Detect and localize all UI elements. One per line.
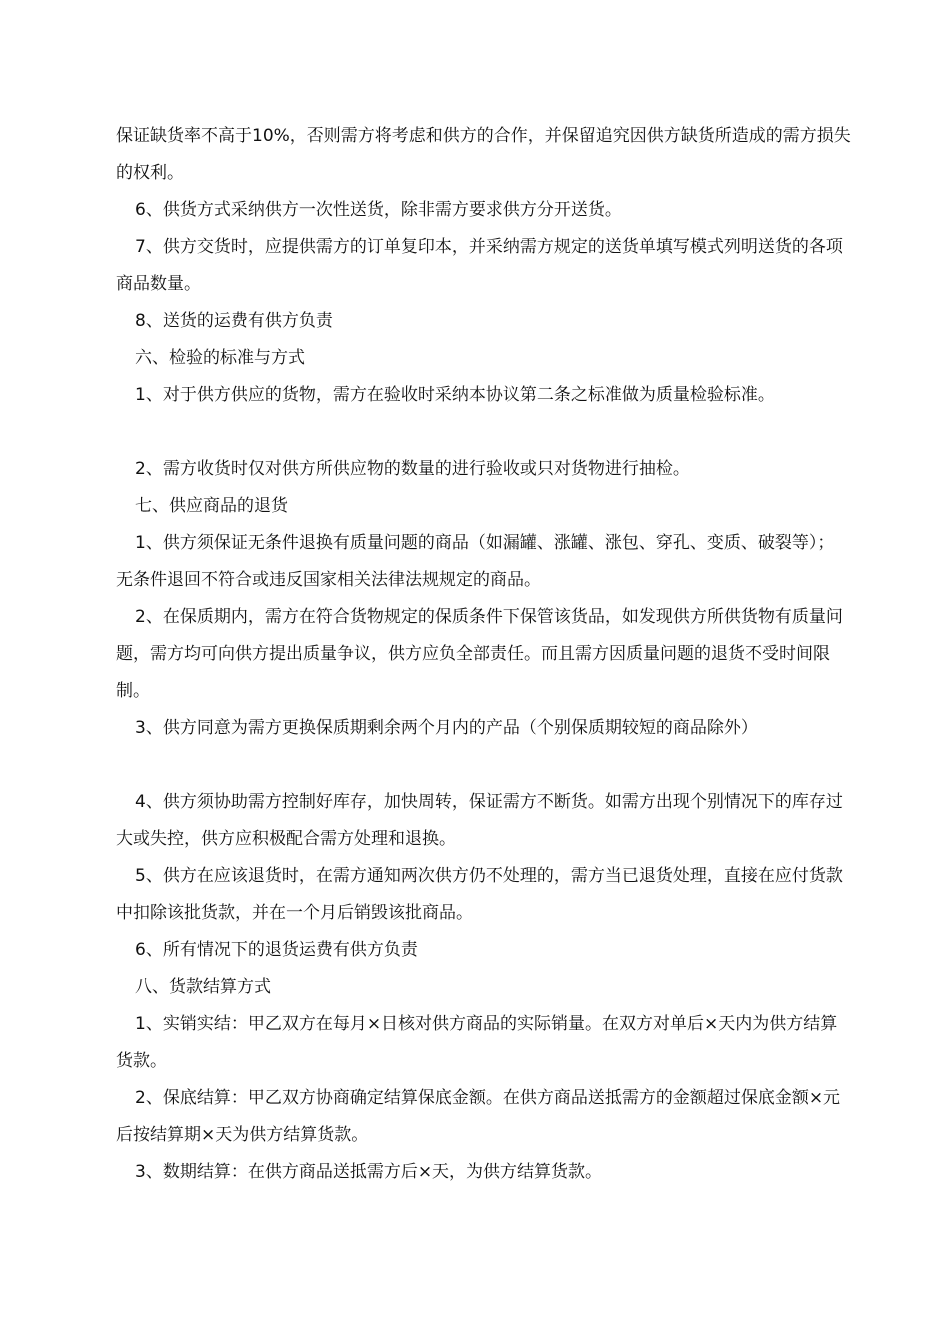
paragraph-guaranteed-settlement: 2、保底结算：甲乙双方协商确定结算保底金额。在供方商品送抵需方的金额超过保底金额×元后按结算期×天为供方结算货款。 [116,1088,841,1145]
blank-line [116,747,851,784]
paragraph-delivery-method: 6、供货方式采纳供方一次性送货，除非需方要求供方分开送货。 [135,200,622,220]
paragraph-return-quality: 1、供方须保证无条件退换有质量问题的商品（如漏罐、涨罐、涨包、穿孔、变质、破裂等）；无条件退回不符合或违反国家相关法律法规规定的商品。 [116,533,835,590]
blank-line [116,414,851,451]
paragraph-actual-sales-settlement: 1、实销实结：甲乙双方在每月×日核对供方商品的实际销量。在双方对单后×天内为供方结算货款。 [116,1014,838,1071]
paragraph-freight: 8、送货的运费有供方负责 [135,311,333,331]
paragraph-shelf-life-dispute: 2、在保质期内，需方在符合货物规定的保质条件下保管该货品，如发现供方所供货物有质量问题，需方均可向供方提出质量争议，供方应负全部责任。而且需方因质量问题的退货不受时间限制。 [116,607,843,701]
paragraph-expiry-exchange: 3、供方同意为需方更换保质期剩余两个月内的产品（个别保质期较短的商品除外） [135,718,758,738]
document-body [116,118,851,1191]
paragraph-return-freight: 6、所有情况下的退货运费有供方负责 [135,940,418,960]
paragraph-receiving-check: 2、需方收货时仅对供方所供应物的数量的进行验收或只对货物进行抽检。 [135,459,690,479]
section-heading-inspection: 六、检验的标准与方式 [135,348,305,368]
paragraph-shortage-rate: 保证缺货率不高于10%，否则需方将考虑和供方的合作，并保留追究因供方缺货所造成的需方损失的权利。 [116,126,851,183]
paragraph-return-processing: 5、供方在应该退货时，在需方通知两次供方仍不处理的，需方当已退货处理，直接在应付货款中扣除该批货款，并在一个月后销毁该批商品。 [116,866,843,923]
paragraph-inspection-standard: 1、对于供方供应的货物，需方在验收时采纳本协议第二条之标准做为质量检验标准。 [135,385,775,405]
paragraph-inventory-control: 4、供方须协助需方控制好库存，加快周转，保证需方不断货。如需方出现个别情况下的库存过大或失控，供方应积极配合需方处理和退换。 [116,792,843,849]
paragraph-term-settlement: 3、数期结算：在供方商品送抵需方后×天，为供方结算货款。 [135,1162,603,1182]
paragraph-delivery-documents: 7、供方交货时，应提供需方的订单复印本，并采纳需方规定的送货单填写模式列明送货的各项商品数量。 [116,237,843,294]
section-heading-returns: 七、供应商品的退货 [135,496,288,516]
section-heading-settlement: 八、货款结算方式 [135,977,271,997]
